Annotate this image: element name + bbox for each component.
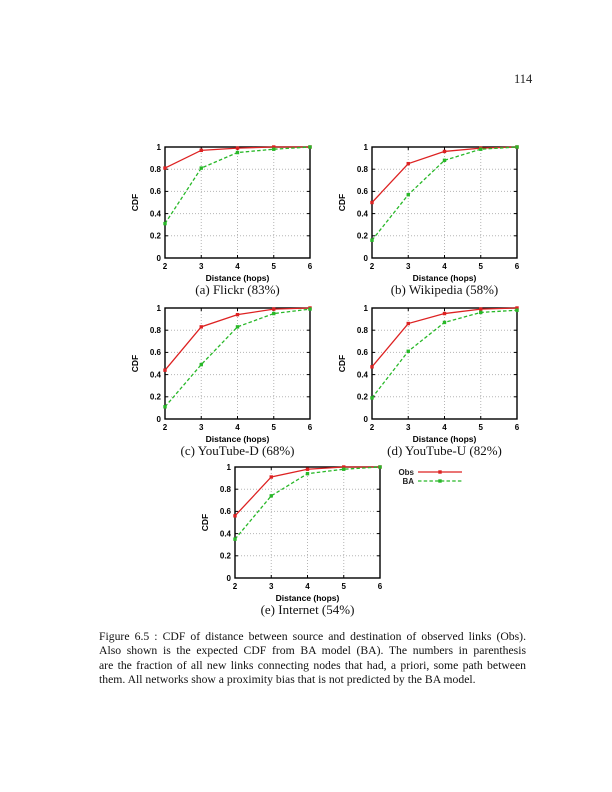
figure-caption-line: Also shown is the expected CDF from BA model (BA). The numbers in parenthesis: [99, 644, 526, 658]
svg-text:0.4: 0.4: [356, 209, 368, 219]
obs-series: [163, 145, 311, 169]
svg-text:5: 5: [478, 423, 483, 432]
figure-caption-line: them. All networks show a proximity bias that is not predicted by the BA model.: [99, 672, 476, 686]
svg-text:6: 6: [377, 582, 383, 591]
axis-ticks: [372, 147, 517, 258]
svg-text:3: 3: [199, 262, 204, 271]
svg-text:0.6: 0.6: [356, 187, 368, 197]
svg-text:2: 2: [232, 582, 238, 591]
svg-text:2: 2: [369, 262, 375, 271]
svg-text:3: 3: [406, 262, 411, 271]
chart-caption-internet: (e) Internet (54%): [260, 602, 355, 617]
svg-text:0.8: 0.8: [149, 165, 161, 174]
svg-text:0.6: 0.6: [149, 348, 161, 358]
svg-text:3: 3: [199, 423, 204, 432]
svg-text:4: 4: [442, 262, 447, 271]
figure-caption: [99, 630, 526, 687]
svg-text:0.2: 0.2: [149, 231, 161, 241]
svg-text:0.2: 0.2: [219, 551, 231, 561]
svg-text:2: 2: [162, 423, 168, 432]
chart-caption-youtube-d: (c) YouTube-D (68%): [180, 443, 295, 458]
svg-text:1: 1: [363, 142, 368, 152]
svg-text:0.2: 0.2: [149, 392, 161, 402]
svg-text:3: 3: [406, 423, 411, 432]
svg-text:0: 0: [156, 253, 161, 263]
svg-text:0.8: 0.8: [356, 326, 368, 335]
y-axis-label: CDF: [337, 193, 347, 212]
axis-ticks: [235, 467, 380, 578]
chart-caption-flickr: (a) Flickr (83%): [195, 282, 280, 297]
y-axis-label: CDF: [200, 513, 210, 532]
internet-plot-svg: [195, 459, 390, 605]
legend-label: Obs: [398, 467, 414, 477]
chart-youtube-d: [125, 300, 325, 465]
svg-text:3: 3: [269, 582, 274, 591]
chart-wikipedia: [332, 139, 532, 304]
svg-text:2: 2: [162, 262, 168, 271]
svg-text:0: 0: [363, 414, 368, 424]
x-axis-label: Distance (hops): [205, 273, 270, 283]
tick-labels: [150, 304, 313, 432]
tick-labels: [220, 463, 383, 591]
svg-text:4: 4: [305, 582, 310, 591]
legend-label: BA: [402, 476, 414, 486]
gridlines: [165, 308, 310, 419]
x-axis-label: Distance (hops): [275, 593, 340, 603]
chart-youtube-u: [332, 300, 532, 465]
svg-text:6: 6: [514, 423, 520, 432]
svg-text:0.4: 0.4: [149, 370, 161, 380]
svg-text:1: 1: [156, 142, 161, 152]
svg-text:6: 6: [307, 423, 313, 432]
axis-ticks: [372, 308, 517, 419]
plot-border: [165, 308, 310, 419]
tick-labels: [357, 143, 520, 271]
figure-caption-line: are the fraction of all new links connecting nodes that had, a priori, some path between: [99, 658, 526, 672]
wikipedia-plot-svg: [332, 139, 527, 285]
svg-text:1: 1: [226, 462, 231, 472]
svg-text:4: 4: [235, 423, 240, 432]
figure-caption-line: Figure 6.5 : CDF of distance between source and destination of observed links (Obs).: [99, 630, 526, 643]
svg-text:0.6: 0.6: [219, 507, 231, 517]
svg-text:1: 1: [156, 303, 161, 313]
y-axis-label: CDF: [337, 354, 347, 373]
svg-text:0.2: 0.2: [356, 231, 368, 241]
x-axis-label: Distance (hops): [412, 273, 477, 283]
y-axis-label: CDF: [130, 354, 140, 373]
svg-text:0: 0: [363, 253, 368, 263]
chart-flickr: [125, 139, 325, 304]
x-axis-label: Distance (hops): [412, 434, 477, 444]
svg-text:0.8: 0.8: [356, 165, 368, 174]
axis-ticks: [165, 147, 310, 258]
svg-text:0.8: 0.8: [219, 485, 231, 494]
ba-series: [163, 307, 311, 408]
plot-border: [372, 147, 517, 258]
svg-text:6: 6: [307, 262, 313, 271]
youtube-d-plot-svg: [125, 300, 320, 446]
plot-border: [235, 467, 380, 578]
svg-text:2: 2: [369, 423, 375, 432]
chart-caption-youtube-u: (d) YouTube-U (82%): [387, 443, 502, 458]
gridlines: [372, 147, 517, 258]
flickr-plot-svg: [125, 139, 320, 285]
svg-text:0.4: 0.4: [149, 209, 161, 219]
svg-text:5: 5: [271, 262, 276, 271]
youtube-u-plot-svg: [332, 300, 527, 446]
plot-border: [165, 147, 310, 258]
svg-text:0: 0: [226, 573, 231, 583]
svg-text:0.4: 0.4: [356, 370, 368, 380]
legend-marker: [438, 479, 441, 482]
tick-labels: [357, 304, 520, 432]
plot-border: [372, 308, 517, 419]
gridlines: [372, 308, 517, 419]
svg-text:4: 4: [235, 262, 240, 271]
svg-text:5: 5: [271, 423, 276, 432]
legend-marker: [438, 470, 441, 473]
svg-text:0: 0: [156, 414, 161, 424]
svg-text:5: 5: [341, 582, 346, 591]
svg-text:1: 1: [363, 303, 368, 313]
svg-text:0.6: 0.6: [356, 348, 368, 358]
x-axis-label: Distance (hops): [205, 434, 270, 444]
ba-series: [370, 145, 518, 242]
svg-text:0.6: 0.6: [149, 187, 161, 197]
svg-text:0.4: 0.4: [219, 529, 231, 539]
plot-legend: [394, 464, 470, 490]
gridlines: [235, 467, 380, 578]
chart-caption-wikipedia: (b) Wikipedia (58%): [390, 282, 499, 297]
y-axis-label: CDF: [130, 193, 140, 212]
ba-series: [370, 309, 518, 400]
tick-labels: [150, 143, 313, 271]
axis-ticks: [165, 308, 310, 419]
svg-text:6: 6: [514, 262, 520, 271]
svg-text:5: 5: [478, 262, 483, 271]
page-number: 114: [514, 72, 533, 86]
gridlines: [165, 147, 310, 258]
svg-text:0.8: 0.8: [149, 326, 161, 335]
chart-internet: [195, 459, 395, 624]
svg-text:4: 4: [442, 423, 447, 432]
svg-text:0.2: 0.2: [356, 392, 368, 402]
